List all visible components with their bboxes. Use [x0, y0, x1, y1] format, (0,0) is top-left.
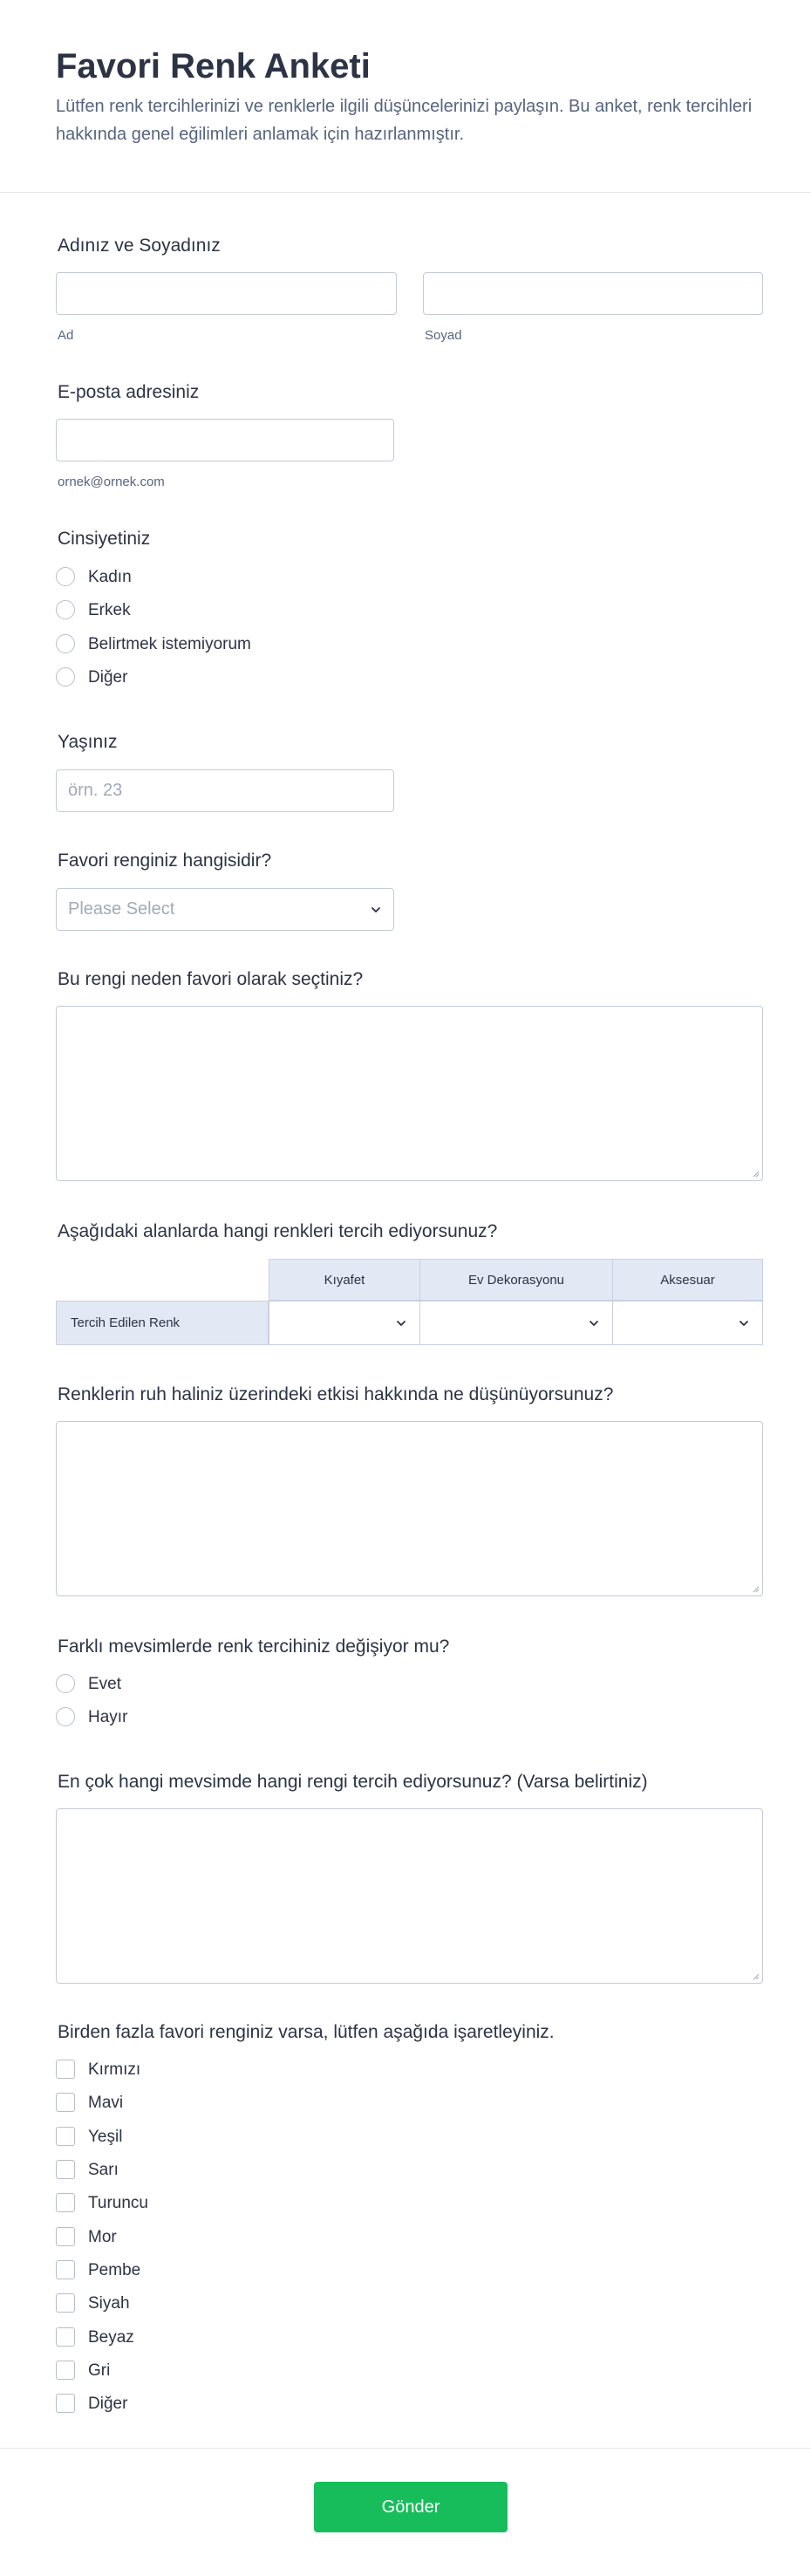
- radio-button[interactable]: [56, 1674, 75, 1693]
- matrix-select-aksesuar[interactable]: [612, 1301, 763, 1345]
- resize-handle-icon[interactable]: [751, 1584, 760, 1593]
- matrix-column-header: Aksesuar: [612, 1259, 763, 1301]
- radio-button[interactable]: [56, 600, 75, 619]
- radio-button[interactable]: [56, 667, 75, 687]
- age-label: Yaşınız: [58, 732, 118, 752]
- matrix-column-header: Ev Dekorasyonu: [419, 1259, 613, 1301]
- matrix-select-ev-dekorasyonu[interactable]: [419, 1301, 613, 1345]
- last-name-sublabel: Soyad: [425, 328, 462, 343]
- multi-color-label: Birden fazla favori renginiz varsa, lütfen aşağıda işaretleyiniz.: [58, 2022, 555, 2042]
- favorite-color-label: Favori renginiz hangisidir?: [58, 851, 272, 871]
- option-label: Belirtmek istemiyorum: [88, 635, 251, 653]
- resize-handle-icon[interactable]: [751, 1169, 760, 1178]
- mood-label: Renklerin ruh haliniz üzerindeki etkisi hakkında ne düşünüyorsunuz?: [58, 1384, 614, 1404]
- radio-button[interactable]: [56, 1707, 75, 1726]
- option-label: Mor: [88, 2228, 117, 2246]
- email-sublabel: ornek@ornek.com: [58, 475, 165, 489]
- option-label: Hayır: [88, 1708, 128, 1726]
- option-label: Diğer: [88, 668, 128, 687]
- why-label: Bu rengi neden favori olarak seçtiniz?: [58, 969, 364, 989]
- why-textarea[interactable]: [56, 1006, 763, 1181]
- radio-button[interactable]: [56, 634, 75, 653]
- chevron-down-icon: [738, 1317, 750, 1329]
- option-label: Turuncu: [88, 2194, 148, 2212]
- matrix-select-kiyafet[interactable]: [269, 1301, 420, 1345]
- mood-textarea[interactable]: [56, 1421, 763, 1596]
- name-label: Adınız ve Soyadınız: [58, 236, 221, 256]
- option-label: Evet: [88, 1675, 122, 1693]
- gender-label: Cinsiyetiniz: [58, 529, 151, 549]
- header-divider: [0, 192, 811, 193]
- color-preference-matrix: [56, 1259, 763, 1346]
- email-input[interactable]: [56, 419, 394, 461]
- option-label: Beyaz: [88, 2328, 134, 2347]
- chevron-down-icon: [588, 1317, 600, 1329]
- option-label: Pembe: [88, 2261, 141, 2279]
- resize-handle-icon[interactable]: [751, 1971, 760, 1980]
- option-label: Sarı: [88, 2161, 119, 2179]
- season-color-label: En çok hangi mevsimde hangi rengi tercih ediyorsunuz? (Varsa belirtiniz): [58, 1772, 648, 1792]
- checkbox[interactable]: [56, 2227, 75, 2246]
- checkbox[interactable]: [56, 2394, 75, 2413]
- submit-area: [0, 2448, 811, 2576]
- age-input[interactable]: [56, 769, 394, 812]
- chevron-down-icon: [370, 904, 382, 916]
- first-name-sublabel: Ad: [58, 328, 74, 343]
- checkbox[interactable]: [56, 2193, 75, 2212]
- checkbox[interactable]: [56, 2060, 75, 2079]
- option-label: Erkek: [88, 601, 131, 619]
- form-subtitle: Lütfen renk tercihlerinizi ve renklerle ilgili düşüncelerinizi paylaşın. Bu anket, renk tercihleri hakkında genel eğilimleri anlamak için hazırlanmıştır.: [56, 97, 753, 144]
- last-name-input[interactable]: [423, 272, 763, 315]
- checkbox[interactable]: [56, 2127, 75, 2146]
- favorite-color-selected-value: Please Select: [68, 899, 175, 919]
- form-title: Favori Renk Anketi: [56, 47, 371, 85]
- checkbox[interactable]: [56, 2293, 75, 2313]
- option-label: Yeşil: [88, 2128, 123, 2146]
- submit-button[interactable]: Gönder: [314, 2482, 508, 2532]
- email-label: E-posta adresiniz: [58, 382, 200, 402]
- checkbox[interactable]: [56, 2327, 75, 2347]
- matrix-label: Aşağıdaki alanlarda hangi renkleri tercih ediyorsunuz?: [58, 1221, 498, 1241]
- matrix-column-header: Kıyafet: [269, 1259, 420, 1301]
- matrix-row-header: Tercih Edilen Renk: [56, 1301, 269, 1345]
- option-label: Gri: [88, 2361, 111, 2380]
- checkbox[interactable]: [56, 2361, 75, 2380]
- option-label: Mavi: [88, 2094, 124, 2112]
- seasons-label: Farklı mevsimlerde renk tercihiniz değişiyor mu?: [58, 1636, 450, 1657]
- option-label: Kırmızı: [88, 2060, 141, 2079]
- option-label: Kadın: [88, 568, 132, 586]
- option-label: Diğer: [88, 2395, 128, 2413]
- favorite-color-select[interactable]: [56, 888, 394, 931]
- chevron-down-icon: [395, 1317, 407, 1329]
- option-label: Siyah: [88, 2294, 130, 2313]
- form-header: [56, 42, 753, 148]
- first-name-input[interactable]: [56, 272, 397, 315]
- checkbox[interactable]: [56, 2160, 75, 2179]
- age-placeholder: örn. 23: [68, 781, 123, 800]
- radio-button[interactable]: [56, 567, 75, 586]
- checkbox[interactable]: [56, 2093, 75, 2112]
- checkbox[interactable]: [56, 2260, 75, 2279]
- season-color-textarea[interactable]: [56, 1808, 763, 1984]
